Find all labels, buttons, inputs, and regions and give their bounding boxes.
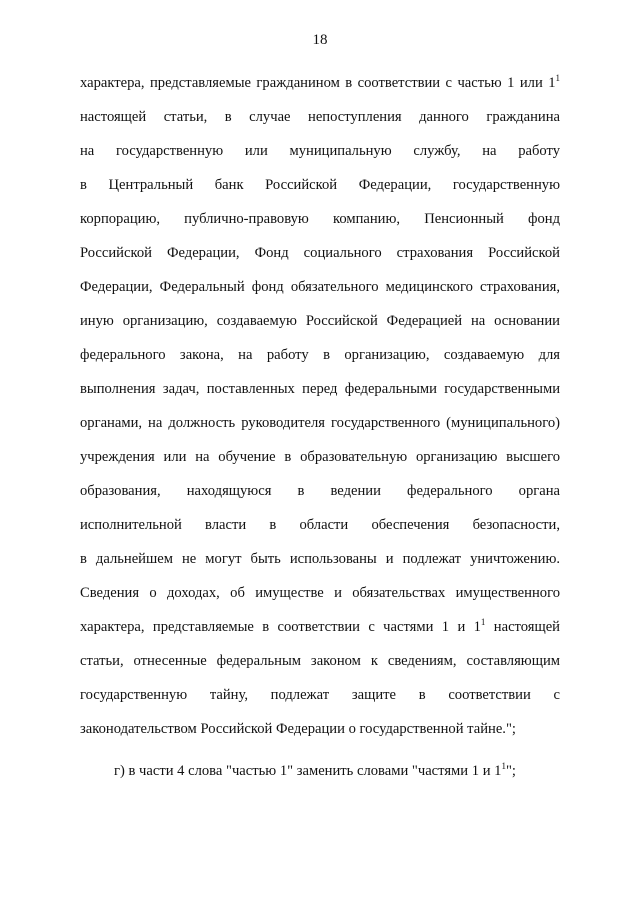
text-line: выполнения задач, поставленных перед федеральными государственными [80,381,560,397]
text-line: Федерации, Федеральный фонд обязательного медицинского страхования, [80,279,560,295]
text-line: Сведения о доходах, об имуществе и обязательствах имущественного [80,585,560,601]
text-line: в Центральный банк Российской Федерации, государственную [80,177,560,193]
text-line: настоящей статьи, в случае непоступления данного гражданина [80,109,560,125]
amendment-item: г) в части 4 слова "частью 1" заменить словами "частями 1 и $1^1$"; [114,761,516,779]
text-line: законодательством Российской Федерации о государственной тайне."; [80,721,516,737]
superscript: 1 [501,761,506,771]
text-line: Российской Федерации, Фонд социального страхования Российской [80,245,560,261]
text-line: федерального закона, на работу в организацию, создаваемую для [80,347,560,363]
text-line: исполнительной власти в области обеспечения безопасности, [80,517,560,533]
text-line: характера, представляемые в соответствии с частями 1 и $1^1$ настоящей [80,617,560,635]
text-line: органами, на должность руководителя государственного (муниципального) [80,415,560,431]
text-line: характера, представляемые гражданином в соответствии с частью 1 или $1^1$ [80,73,560,91]
text-line: учреждения или на обучение в образовательную организацию высшего [80,449,560,465]
superscript: 1 [480,617,486,627]
text-line: в дальнейшем не могут быть использованы и подлежат уничтожению. [80,551,560,567]
text-line: иную организацию, создаваемую Российской Федерацией на основании [80,313,560,329]
page-number: 18 [312,32,328,48]
text-line: государственную тайну, подлежат защите в соответствии с [80,687,560,703]
text-line: образования, находящуюся в ведении федерального органа [80,483,560,499]
text-line: на государственную или муниципальную службу, на работу [80,143,560,159]
superscript: 1 [555,73,560,83]
text-line: статьи, отнесенные федеральным законом к сведениям, составляющим [80,653,560,669]
text-line: корпорацию, публично-правовую компанию, Пенсионный фонд [80,211,560,227]
document-body [80,66,560,788]
